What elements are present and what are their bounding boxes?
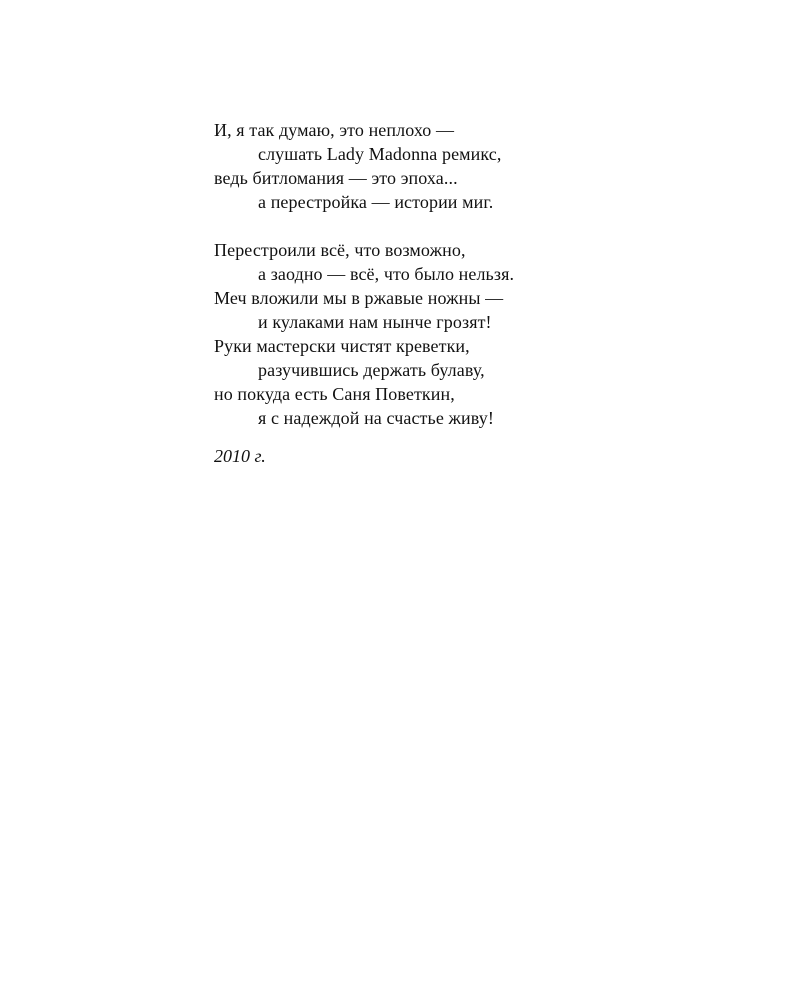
poem-page	[214, 118, 634, 468]
poem-date: 2010 г.	[214, 446, 266, 466]
stanza-1	[214, 118, 634, 214]
poem-line: а заодно — всё, что было нельзя.	[258, 264, 515, 284]
poem-line: а перестройка — истории миг.	[258, 192, 494, 212]
poem-line: И, я так думаю, это неплохо —	[214, 120, 455, 140]
poem-line: Перестроили всё, что возможно,	[214, 240, 466, 260]
poem-line: но покуда есть Саня Поветкин,	[214, 384, 455, 404]
poem-line: и кулаками нам нынче грозят!	[258, 312, 492, 332]
poem-line: ведь битломания — это эпоха...	[214, 168, 458, 188]
poem-line: я с надеждой на счастье живу!	[258, 408, 494, 428]
poem-line: Руки мастерски чистят креветки,	[214, 336, 470, 356]
stanza-2	[214, 238, 634, 430]
poem-line: Меч вложили мы в ржавые ножны —	[214, 288, 504, 308]
poem-line: разучившись держать булаву,	[258, 360, 485, 380]
poem-line: слушать Lady Madonna ремикс,	[258, 144, 502, 164]
